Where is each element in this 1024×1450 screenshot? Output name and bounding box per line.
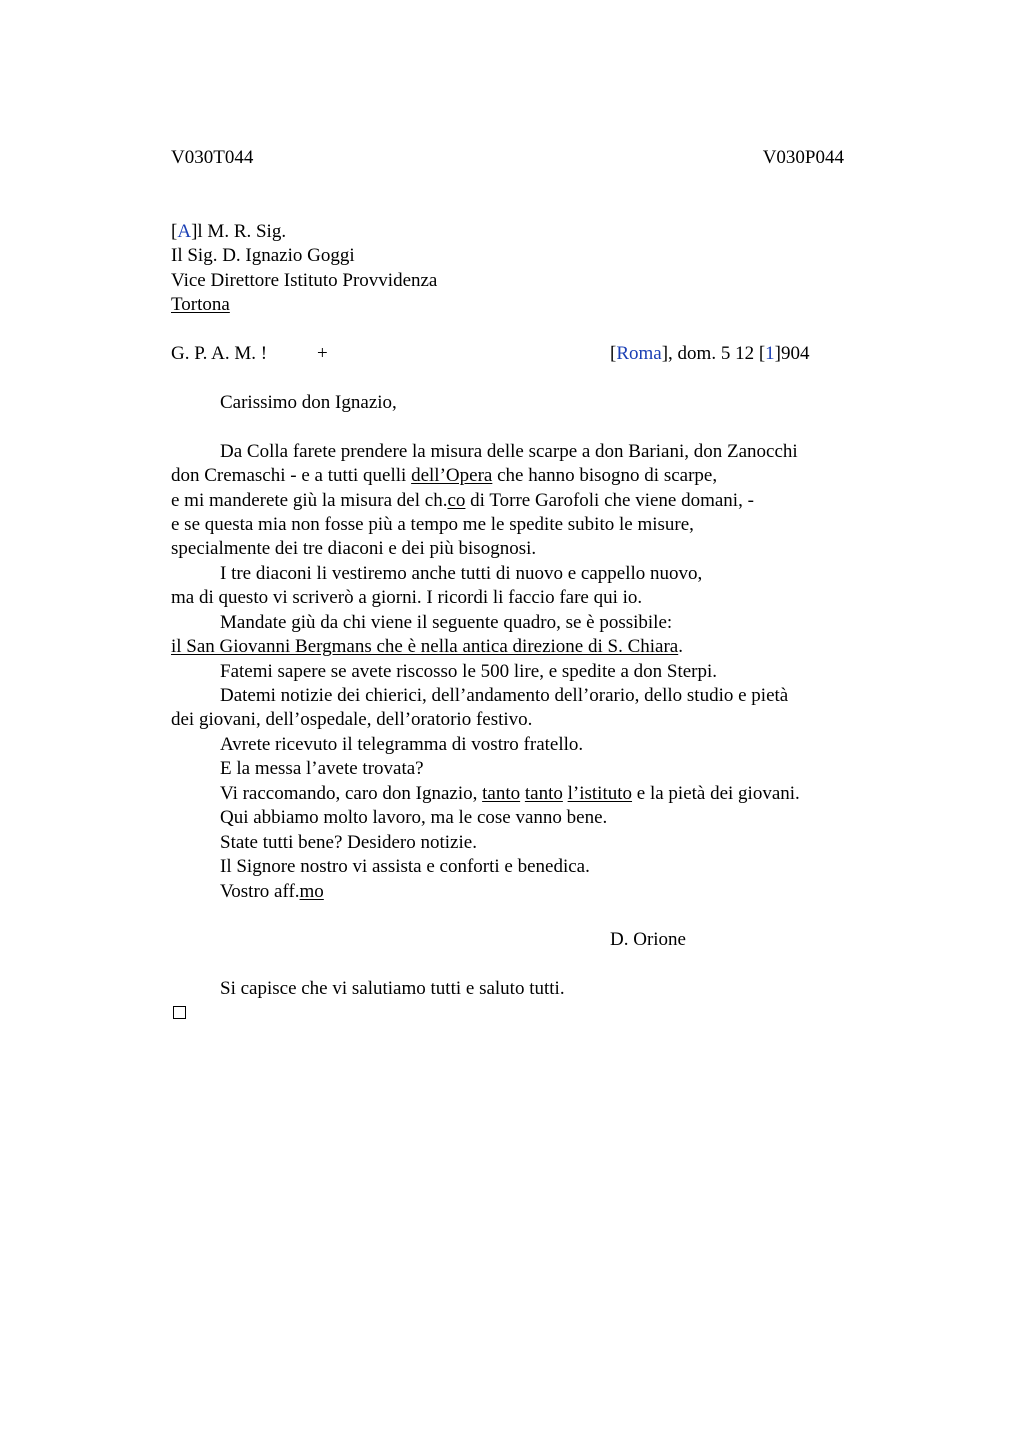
body-line (220, 782, 800, 806)
underlined-text: tanto (482, 783, 521, 804)
address-line-2: Il Sig. D. Ignazio Goggi (171, 245, 355, 266)
underlined-text: l’istituto (567, 783, 633, 804)
text: che hanno bisogno di scarpe, (492, 465, 718, 486)
editorial-place: Roma (616, 343, 662, 364)
body-line: E la messa l’avete trovata? (220, 758, 424, 779)
address-text: ]l M. R. Sig. (191, 221, 287, 242)
body-line: Datemi notizie dei chierici, dell’andamento dell’orario, dello studio e pietà (220, 685, 789, 706)
body-line: Qui abbiamo molto lavoro, ma le cose vanno bene. (220, 807, 608, 828)
underlined-text: dell’Opera (411, 465, 493, 486)
body-line: Mandate giù da chi viene il seguente quadro, se è possibile: (220, 612, 673, 633)
body-line: Avrete ricevuto il telegramma di vostro fratello. (220, 734, 584, 755)
text: Vostro aff. (220, 881, 300, 902)
signature: D. Orione (610, 929, 686, 950)
text: e la pietà dei giovani. (632, 783, 800, 804)
body-line: e se questa mia non fosse più a tempo me le spedite subito le misure, (171, 514, 694, 535)
address-line-4: Tortona (171, 294, 230, 315)
address-line-3: Vice Direttore Istituto Provvidenza (171, 270, 438, 291)
postscript: Si capisce che vi salutiamo tutti e saluto tutti. (220, 978, 565, 999)
editorial-year-digit: 1 (765, 343, 775, 364)
document-code-left: V030T044 (171, 147, 254, 168)
document-code-right: V030P044 (762, 147, 844, 168)
square-mark-icon (173, 1006, 186, 1019)
body-line: Il Signore nostro vi assista e conforti e benedica. (220, 856, 590, 877)
editorial-insertion: A (177, 221, 192, 242)
text: don Cremaschi - e a tutti quelli (171, 465, 412, 486)
text: Vi raccomando, caro don Ignazio, (220, 783, 483, 804)
date-text: ], dom. 5 12 [ (661, 343, 766, 364)
body-line: State tutti bene? Desidero notizie. (220, 832, 477, 853)
body-line: specialmente dei tre diaconi e dei più bisognosi. (171, 538, 537, 559)
body-line (171, 635, 683, 659)
dateline (610, 342, 809, 366)
body-line (171, 464, 717, 488)
underlined-text: il San Giovanni Bergmans che è nella antica direzione di S. Chiara (171, 636, 679, 657)
bracket: [ (171, 221, 178, 242)
closing-line (220, 880, 324, 904)
year-text: ]904 (774, 343, 810, 364)
text: . (678, 636, 683, 657)
text: di Torre Garofoli che viene domani, - (465, 490, 754, 511)
body-line: dei giovani, dell’ospedale, dell’oratorio festivo. (171, 709, 533, 730)
text: e mi manderete giù la misura del ch. (171, 490, 448, 511)
body-line: I tre diaconi li vestiremo anche tutti di nuovo e cappello nuovo, (220, 563, 703, 584)
cross-symbol: + (317, 343, 328, 364)
body-line (171, 489, 754, 513)
bracket: [ (610, 343, 617, 364)
underlined-text: mo (299, 881, 324, 902)
motto: G. P. A. M. ! (171, 343, 268, 364)
body-line: ma di questo vi scriverò a giorni. I ricordi li faccio fare qui io. (171, 587, 643, 608)
body-line: Da Colla farete prendere la misura delle scarpe a don Bariani, don Zanocchi (220, 441, 798, 462)
salutation: Carissimo don Ignazio, (220, 392, 397, 413)
underlined-text: tanto (524, 783, 563, 804)
address-line-1 (171, 220, 286, 244)
underlined-text: co (447, 490, 466, 511)
body-line: Fatemi sapere se avete riscosso le 500 lire, e spedite a don Sterpi. (220, 661, 718, 682)
